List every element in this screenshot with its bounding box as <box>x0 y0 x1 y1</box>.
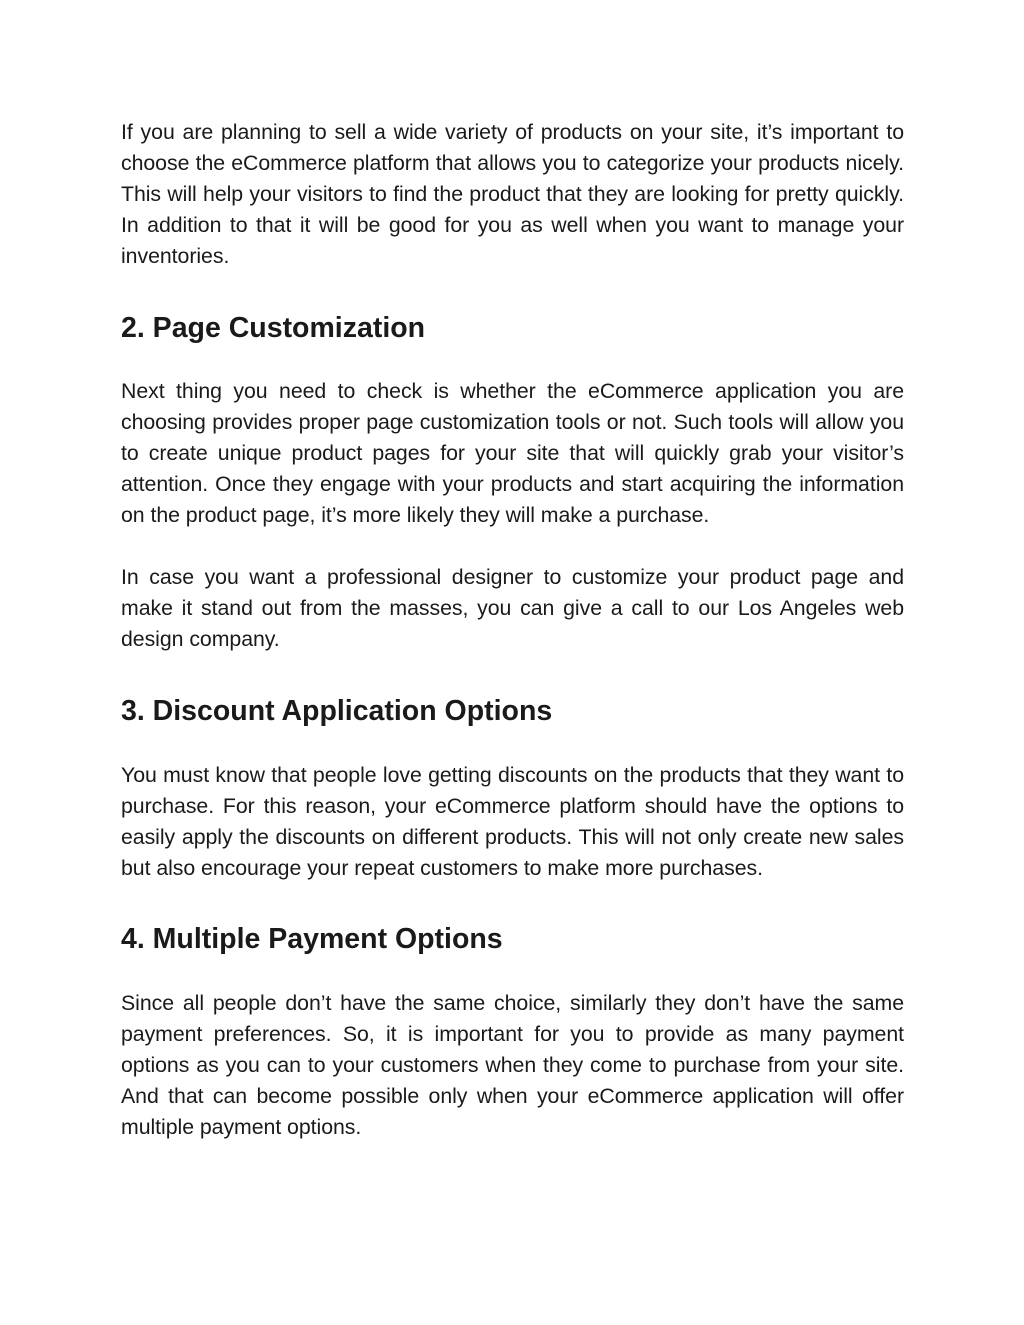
page-customization-paragraph-1: Next thing you need to check is whether the eCommerce application you are choosing provides proper page customization tools or not. Such tools will allow you to create unique product pages for your site that will quickly grab your visitor’s attention. Once they engage with your products and start acquiring the information on the product page, it’s more likely they will make a purchase. <box>121 379 904 527</box>
payment-options-paragraph: Since all people don’t have the same choice, similarly they don’t have the same payment preferences. So, it is important for you to provide as many payment options as you can to your customers when they come to purchase from your site. And that can become possible only when your eCommerce application will offer multiple payment options. <box>121 991 904 1139</box>
intro-paragraph: If you are planning to sell a wide variety of products on your site, it’s important to choose the eCommerce platform that allows you to categorize your products nicely. This will help your visitors to find the product that they are looking for pretty quickly. In addition to that it will be good for you as well when you want to manage your inventories. <box>121 120 904 268</box>
discount-options-paragraph: You must know that people love getting discounts on the products that they want to purchase. For this reason, your eCommerce platform should have the options to easily apply the discounts on different products. This will not only create new sales but also encourage your repeat customers to make more purchases. <box>121 763 904 880</box>
document-page <box>121 117 904 1143</box>
section-heading-discount-options: 3. Discount Application Options <box>121 695 553 727</box>
page-customization-paragraph-2: In case you want a professional designer to customize your product page and make it stand out from the masses, you can give a call to our Los Angeles web design company. <box>121 565 904 651</box>
section-heading-page-customization: 2. Page Customization <box>121 312 426 344</box>
section-heading-payment-options: 4. Multiple Payment Options <box>121 923 503 955</box>
